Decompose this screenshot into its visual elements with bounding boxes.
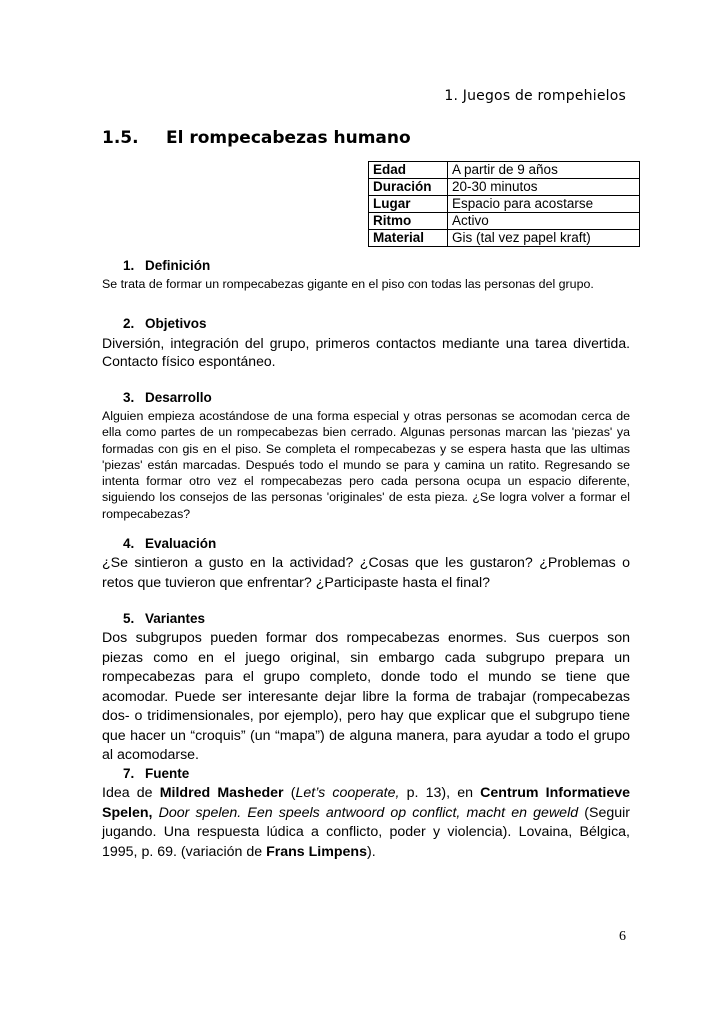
section-definicion (102, 258, 630, 292)
section-fuente (102, 766, 630, 862)
section-variantes (102, 611, 630, 766)
book-title: Door spelen. Een speels antwoord op conflict, macht en geweld (158, 804, 579, 821)
section-body: ¿Se sintieron a gusto en la actividad? ¿Cosas que les gustaron? ¿Problemas o retos que tuvieron que enfrentar? ¿Participaste hasta el final? (102, 555, 630, 591)
info-key: Duración (369, 179, 448, 196)
running-header: 1. Juegos de rompehielos (444, 88, 626, 104)
info-row-material (369, 230, 640, 247)
section-heading: 4. Evaluación (123, 536, 217, 551)
author-name: Mildred Masheder (159, 785, 284, 801)
section-body: Se trata de formar un rompecabezas gigante en el piso con todas las personas del grupo. (102, 277, 594, 291)
page-title (102, 128, 411, 148)
info-row-lugar (369, 196, 640, 213)
info-key: Ritmo (369, 213, 448, 230)
info-key: Edad (369, 162, 448, 179)
adapter-name: Frans Limpens (266, 843, 367, 860)
book-title: Let’s cooperate, (295, 785, 400, 801)
section-number: 1.5. (102, 128, 139, 148)
info-key: Lugar (369, 196, 448, 213)
organization-name: Centrum Informatieve Spelen, (102, 785, 631, 821)
info-key: Material (369, 230, 448, 247)
info-row-ritmo (369, 213, 640, 230)
info-value: A partir de 9 años (448, 162, 640, 179)
section-body: Dos subgrupos pueden formar dos rompecabezas enormes. Sus cuerpos son piezas como en el juego original, sin embargo cada subgrupo prepara un rompecabezas para el grupo completo, donde todo el mundo se tiene que acomodar. Puede ser interesante dejar libre la forma de trabajar (rompecabezas dos- o tridimensionales, por ejemplo), pero hay que explicar que el subgrupo tiene que hacer un “croquis” (un “mapa”) de alguna manera, para ayudar a todo el grupo al acomodarse. (102, 630, 630, 763)
page-number: 6 (619, 929, 626, 944)
section-evaluacion (102, 536, 630, 593)
section-heading: 7. Fuente (123, 766, 190, 781)
section-heading: 3. Desarrollo (123, 390, 212, 405)
info-value: Espacio para acostarse (448, 196, 640, 213)
info-value: Activo (448, 213, 640, 230)
section-body: Diversión, integración del grupo, primeros contactos mediante una tarea divertida. Contacto físico espontáneo. (102, 335, 630, 369)
info-row-duracion (369, 179, 640, 196)
section-body: Alguien empieza acostándose de una forma especial y otras personas se acomodan cerca de ella como partes de un rompecabezas bien cerrado. Algunas personas marcan las 'piezas' ya formadas con gis en el piso. Se completa el rompecabezas y se espera hasta que las ultimas 'piezas' están marcadas. Después todo el mundo se para y camina un ratito. Regresando se intenta formar otro vez el rompecabezas pero cada persona ocupa un espacio diferente, siguiendo los consejos de las personas 'originales' de esta pieza. ¿Se logra volver a formar el rompecabezas? (102, 409, 630, 521)
section-body: Idea de Mildred Masheder (Let’s cooperate, p. 13), en Centrum Informatieve Spelen, Door spelen. Een speels antwoord op conflict, macht en geweld (Seguir jugando. Una respuesta lúdica a conflicto, poder y violencia). Lovaina, Bélgica, 1995, p. 69. (variación de Frans Limpens). (102, 785, 631, 860)
section-heading: 2. Objetivos (123, 316, 207, 331)
section-desarrollo (102, 390, 630, 522)
info-value: 20-30 minutos (448, 179, 640, 196)
section-heading: 1. Definición (123, 258, 211, 273)
section-title: El rompecabezas humano (166, 128, 411, 148)
info-value: Gis (tal vez papel kraft) (448, 230, 640, 247)
section-heading: 5. Variantes (123, 611, 206, 626)
info-table (368, 161, 640, 247)
info-row-edad (369, 162, 640, 179)
section-objetivos (102, 316, 630, 370)
